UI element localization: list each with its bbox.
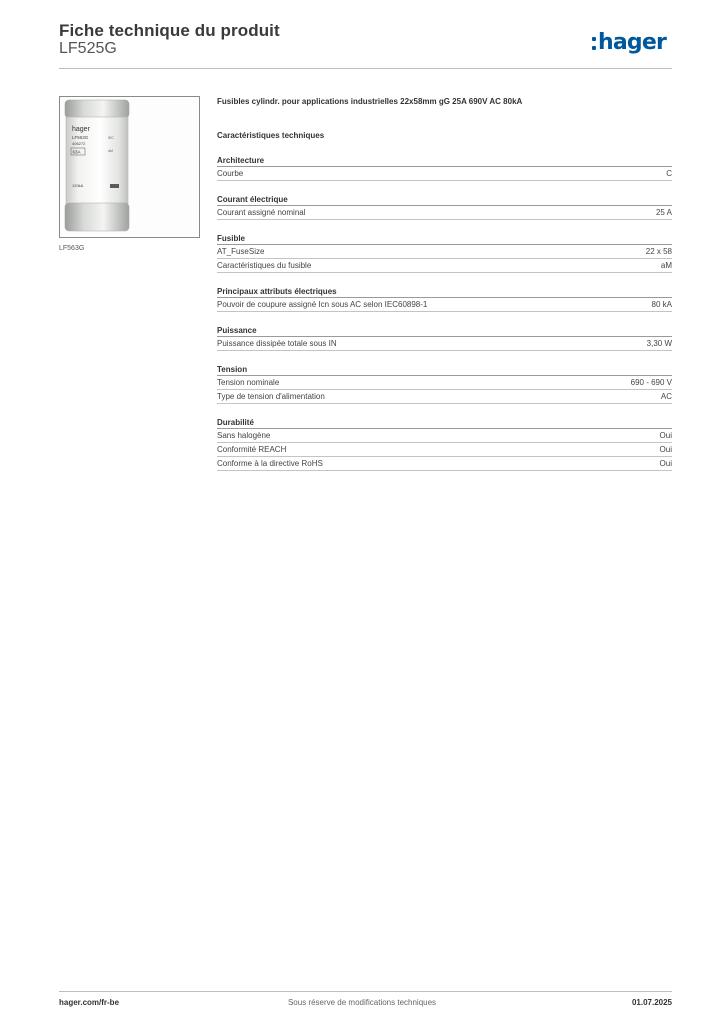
section-title: Principaux attributs électriques [217, 286, 672, 298]
spec-row [217, 259, 672, 273]
fuse-indicator-mark [110, 184, 119, 188]
spec-label: Tension nominale [217, 378, 280, 387]
fuse-label-rating: 63A [72, 149, 81, 155]
logo-colon-icon [592, 37, 596, 50]
footer-date: 01.07.2025 [631, 998, 672, 1007]
spec-label: Conforme à la directive RoHS [217, 459, 323, 468]
spec-row [217, 457, 672, 471]
section-title: Fusible [217, 233, 672, 245]
fuse-label-brand: hager [72, 126, 90, 133]
footer-disclaimer: Sous réserve de modifications techniques [287, 998, 437, 1007]
spec-row [217, 337, 672, 351]
fuse-top-cap [65, 100, 129, 118]
page-title: Fiche technique du produit [59, 21, 280, 40]
spec-value: AC [660, 392, 672, 401]
spec-label: AT_FuseSize [217, 247, 265, 256]
spec-value: 3,30 W [646, 339, 672, 348]
fuse-label-ref: LF563G [72, 135, 89, 140]
spec-value: aM [660, 261, 672, 270]
spec-row [217, 429, 672, 443]
characteristics-heading: Caractéristiques techniques [217, 131, 325, 140]
spec-label: Courbe [217, 169, 244, 178]
spec-row [217, 376, 672, 390]
section-durabilite [217, 417, 672, 471]
spec-row [217, 443, 672, 457]
spec-value: Oui [659, 445, 672, 454]
spec-label: Conformité REACH [217, 445, 287, 454]
spec-value: 690 - 690 V [630, 378, 672, 387]
section-title: Puissance [217, 325, 672, 337]
spec-value: Oui [659, 431, 672, 440]
spec-label: Puissance dissipée totale sous IN [217, 339, 337, 348]
spec-value: 22 x 58 [645, 247, 672, 256]
fuse-label-breaking: 120kA [72, 183, 84, 188]
section-architecture [217, 155, 672, 181]
spec-label: Pouvoir de coupure assigné Icn sous AC selon IEC60898-1 [217, 300, 428, 309]
technical-content [217, 96, 672, 471]
logo-text: hager [598, 29, 667, 55]
spec-value: 80 kA [651, 300, 672, 309]
fuse-bottom-cap [65, 203, 129, 231]
fuse-label-aux: IEC [108, 136, 114, 140]
section-attributs-electriques [217, 286, 672, 312]
product-description: Fusibles cylindr. pour applications industrielles 22x58mm gG 25A 690V AC 80kA [217, 97, 523, 106]
header-divider [59, 68, 672, 69]
section-tension [217, 364, 672, 404]
fuse-label-extra: aM [108, 149, 113, 153]
section-title: Courant électrique [217, 194, 672, 206]
spec-value: Oui [659, 459, 672, 468]
spec-label: Courant assigné nominal [217, 208, 306, 217]
section-title: Durabilité [217, 417, 672, 429]
spec-row [217, 390, 672, 404]
hager-logo [592, 26, 666, 58]
section-puissance [217, 325, 672, 351]
spec-label: Sans halogène [217, 431, 271, 440]
footer-website-link[interactable]: hager.com/fr-be [59, 998, 120, 1007]
image-caption: LF563G [59, 245, 85, 252]
fuse-label-code: 406272 [72, 141, 86, 146]
spec-value: C [666, 169, 672, 178]
spec-label: Type de tension d'alimentation [217, 392, 325, 401]
section-fusible [217, 233, 672, 273]
spec-row [217, 167, 672, 181]
fuse-image [60, 97, 199, 237]
spec-row [217, 298, 672, 312]
spec-row [217, 245, 672, 259]
product-image-frame [59, 96, 200, 238]
footer-divider [59, 991, 672, 992]
section-title: Tension [217, 364, 672, 376]
product-reference: LF525G [59, 40, 117, 57]
spec-row [217, 206, 672, 220]
section-title: Architecture [217, 155, 672, 167]
spec-value: 25 A [655, 208, 672, 217]
section-courant-electrique [217, 194, 672, 220]
spec-label: Caractéristiques du fusible [217, 261, 312, 270]
